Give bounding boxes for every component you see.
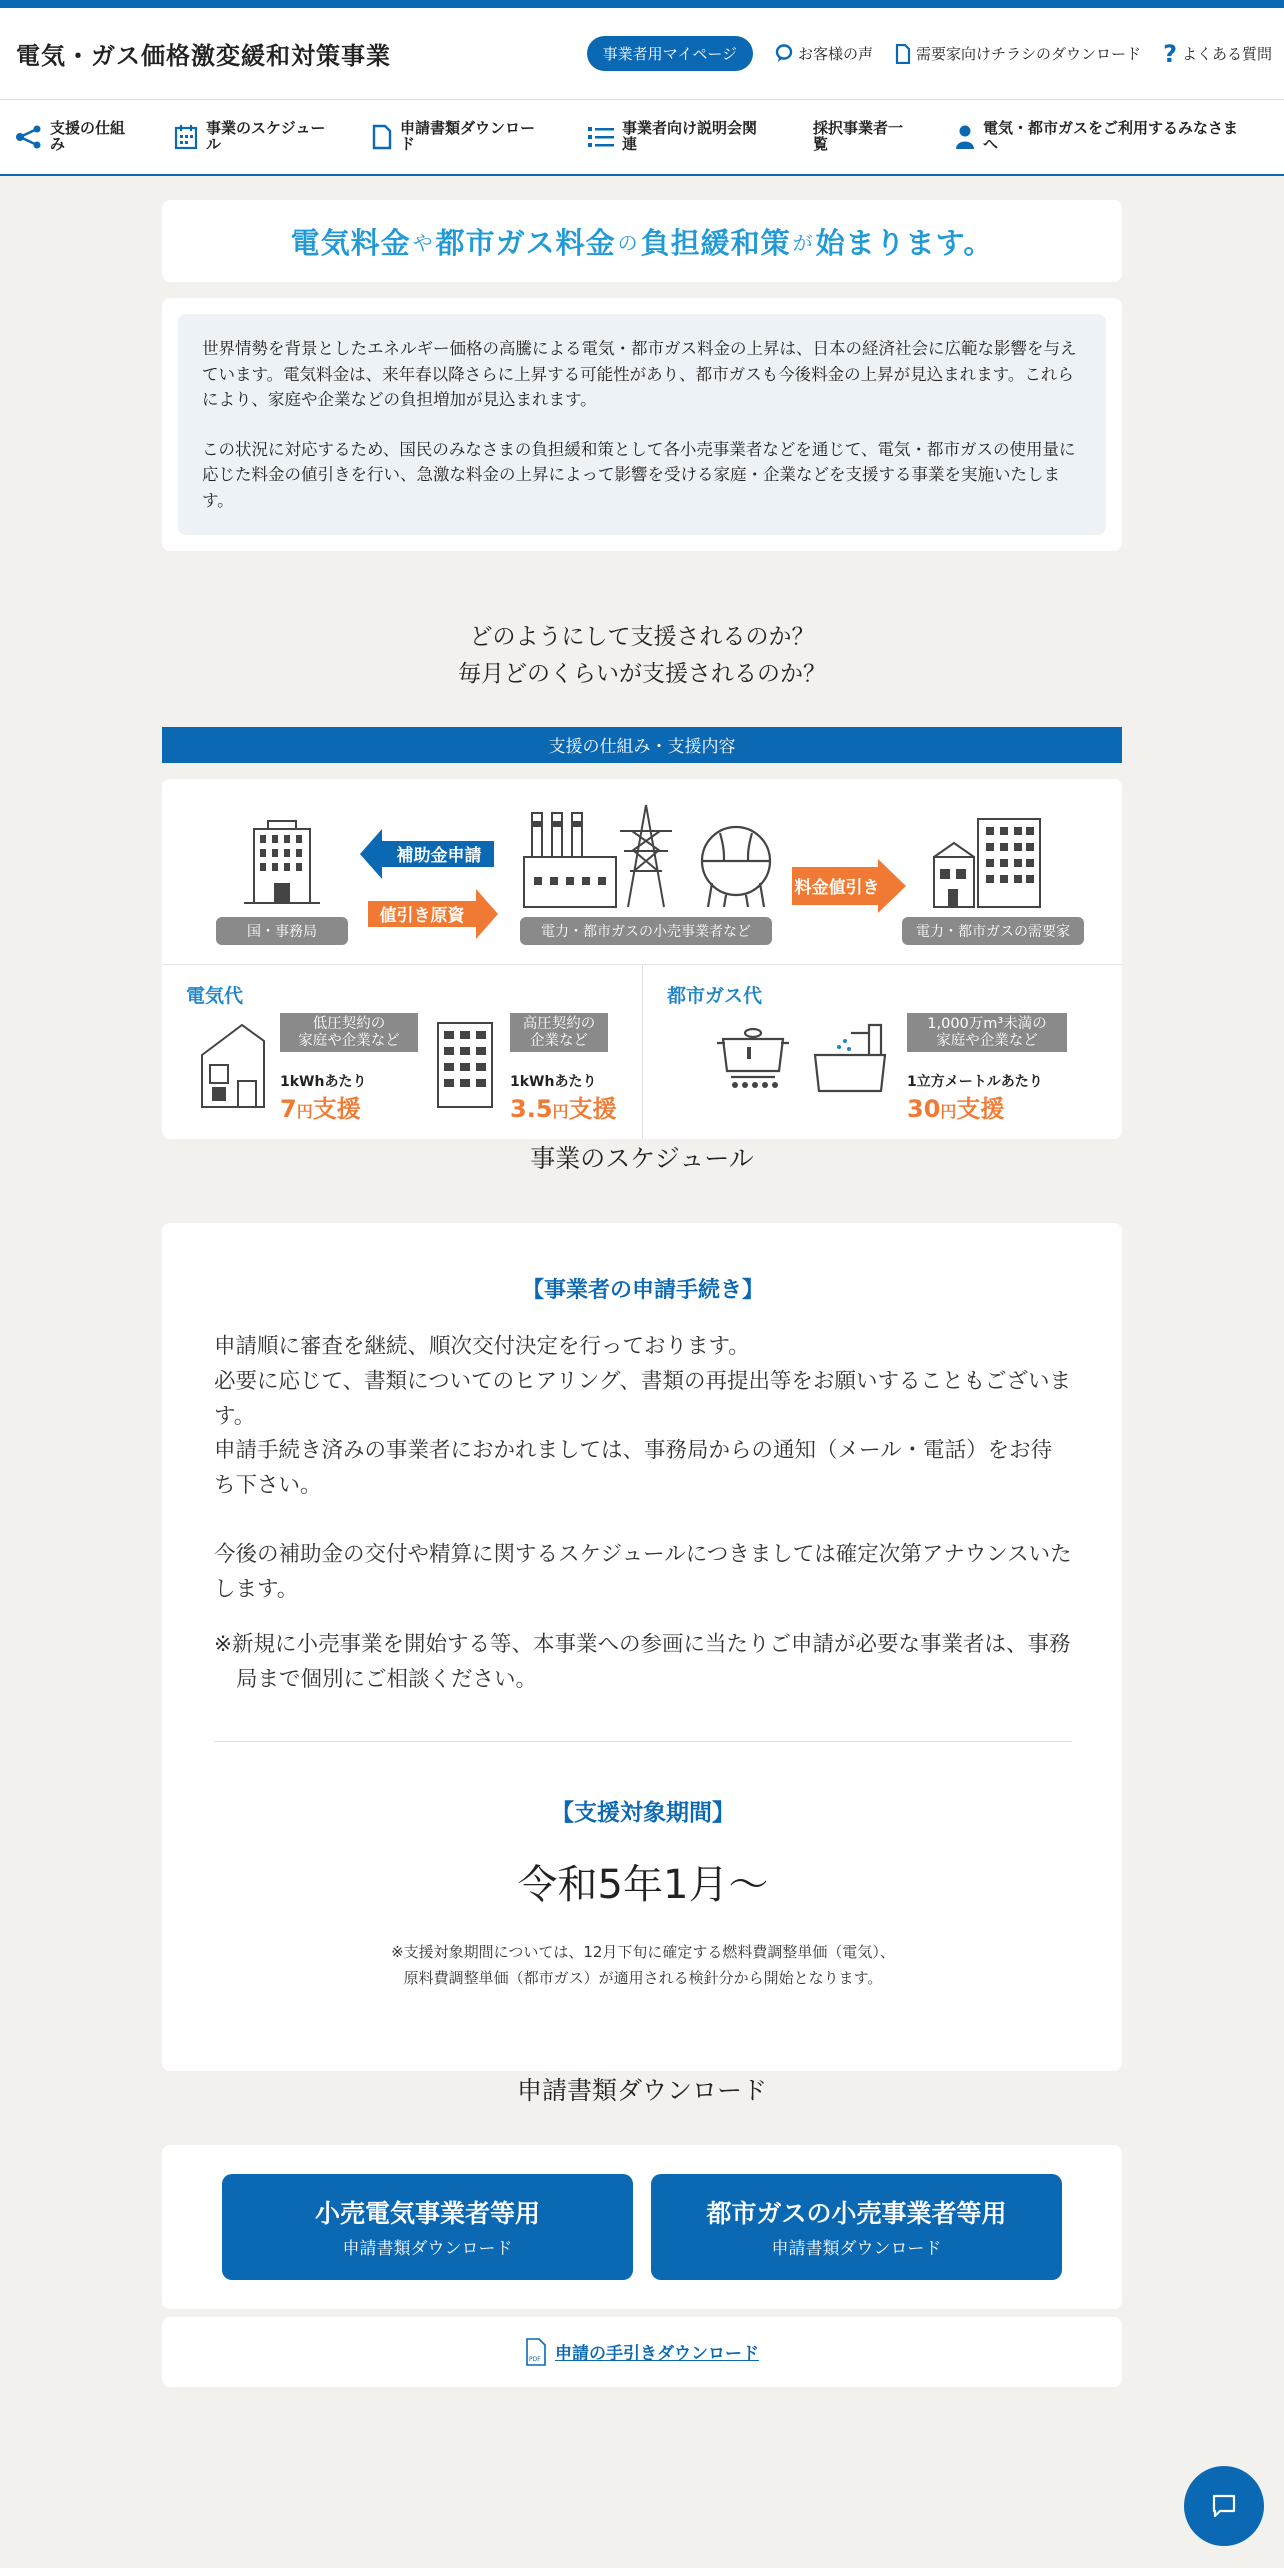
header-links	[587, 36, 1272, 71]
support-period-note	[214, 1940, 1072, 1991]
high-voltage-label	[510, 1013, 608, 1052]
gas-title: 都市ガス代	[667, 984, 763, 1007]
question-mark-icon: ?	[1163, 39, 1177, 68]
government-building-icon	[240, 819, 324, 905]
low-voltage-unit: 1kWhあたり	[280, 1073, 367, 1090]
office-building-icon	[434, 1021, 496, 1109]
chat-icon	[1211, 2493, 1237, 2519]
consumer-buildings-icon	[930, 817, 1046, 909]
intro-paragraph: この状況に対応するため、国民のみなさまの負担緩和策として各小売事業者などを通じて、電気・都市ガスの使用量に応じた料金の値引きを行い、急激な料金の上昇によって影響を受ける家庭・企業などを支援する事業を実施いたします。	[202, 439, 1076, 510]
low-voltage-label	[280, 1013, 418, 1052]
support-period-value: 令和5年1月〜	[517, 1862, 769, 1909]
scheme-flow	[162, 779, 1122, 965]
scheme-section-bar: 支援の仕組み・支援内容	[162, 727, 1122, 763]
application-procedure-heading: 【事業者の申請手続き】	[521, 1277, 764, 1303]
intro-text	[178, 314, 1106, 535]
nav-label: 支援の仕組	[50, 119, 126, 138]
customer-voice-label: お客様の声	[798, 45, 874, 63]
amount-suffix: 支援	[568, 1094, 617, 1123]
schedule-note: ※新規に小売事業を開始する等、本事業への参画に当たりご申請が必要な事業者は、事務局まで個別にご相談ください。	[214, 1631, 1071, 1692]
site-header	[0, 8, 1284, 100]
button-title: 小売電気事業者等用	[314, 2199, 540, 2229]
person-icon	[955, 124, 975, 150]
customer-voice-link[interactable]	[775, 43, 873, 64]
discount-source-label: 値引き原資	[379, 906, 465, 927]
divider	[214, 1741, 1072, 1742]
chat-button[interactable]	[1184, 2466, 1264, 2546]
schedule-line: 申請順に審査を継続、順次交付決定を行っております。	[214, 1333, 750, 1359]
share-nodes-icon	[16, 125, 42, 149]
electric-retailer-download-button[interactable]	[222, 2174, 633, 2280]
headline-banner	[162, 200, 1122, 282]
pdf-file-icon	[525, 2338, 547, 2366]
amount-yen: 円	[552, 1101, 569, 1121]
banner-part: が	[792, 230, 814, 255]
electricity-support	[162, 965, 643, 1139]
nav-label: ド	[400, 135, 416, 153]
list-icon	[588, 125, 614, 149]
government-label: 国・事務局	[216, 917, 348, 945]
nav-label: 事業のスケジュー	[206, 119, 326, 138]
banner-part: 負担緩和策	[640, 225, 791, 260]
support-question	[162, 619, 1122, 693]
nav-schedule[interactable]	[164, 121, 362, 153]
main-content	[162, 200, 1122, 2387]
nav-label: ル	[206, 135, 222, 153]
support-period-heading: 【支援対象期間】	[551, 1800, 735, 1827]
document-icon	[372, 124, 392, 150]
speech-bubble-icon	[775, 44, 793, 64]
nav-label: 申請書類ダウンロー	[400, 119, 536, 138]
nav-label: へ	[983, 135, 999, 153]
download-card	[162, 2145, 1122, 2309]
amount-yen: 円	[940, 1101, 957, 1121]
nav-label: 事業者向け説明会関	[622, 119, 758, 138]
consumers-label: 電力・都市ガスの需要家	[902, 917, 1084, 945]
gas-unit: 1立方メートルあたり	[907, 1073, 1043, 1090]
high-voltage-amount	[510, 1089, 617, 1124]
button-title: 都市ガスの小売事業者等用	[706, 2199, 1007, 2229]
nav-label: 電気・都市ガスをご利用するみなさま	[983, 119, 1239, 138]
amount-yen: 円	[296, 1101, 313, 1121]
gas-consumer-label-line: 家庭や企業など	[936, 1032, 1038, 1049]
high-voltage-label-line: 企業など	[530, 1032, 588, 1049]
house-icon	[198, 1021, 268, 1109]
guide-download-card	[162, 2317, 1122, 2387]
nav-document-download[interactable]	[362, 121, 578, 153]
banner-part: 都市ガス料金	[435, 225, 616, 260]
faq-link[interactable]	[1163, 39, 1272, 68]
question-line: 毎月どのくらいが支援されるのか？	[458, 661, 826, 688]
schedule-line: 今後の補助金の交付や精算に関するスケジュールにつきましては確定次第アナウンスいたします。	[214, 1542, 1072, 1602]
business-mypage-button[interactable]: 事業者用マイページ	[587, 36, 753, 71]
nav-label: 覧	[813, 135, 829, 153]
nav-label: 採択事業者一	[813, 119, 904, 138]
high-voltage-label-line: 高圧契約の	[522, 1015, 596, 1032]
price-discount-label: 料金値引き	[794, 878, 880, 899]
electricity-title: 電気代	[186, 984, 244, 1007]
nav-briefing[interactable]	[578, 121, 803, 153]
button-subtitle: 申請書類ダウンロード	[342, 2239, 513, 2260]
schedule-line: 申請手続き済みの事業者におかれましては、事務局からの通知（メール・電話）をお待ち下さい。	[214, 1438, 1053, 1499]
button-subtitle: 申請書類ダウンロード	[771, 2239, 942, 2260]
support-scheme-diagram	[162, 779, 1122, 1139]
spacer	[214, 1504, 1072, 1538]
gas-retailer-download-button[interactable]	[651, 2174, 1062, 2280]
amount-number: 30	[907, 1094, 941, 1123]
gas-tank-icon	[696, 823, 776, 909]
high-voltage-unit: 1kWhあたり	[510, 1073, 597, 1090]
banner-part: 始まります。	[815, 225, 994, 260]
cooking-pot-icon	[715, 1021, 791, 1091]
low-voltage-label-line: 家庭や企業など	[298, 1032, 400, 1049]
guide-download-link[interactable]: 申請の手引きダウンロード	[555, 2344, 759, 2365]
site-title[interactable]: 電気・ガス価格激変緩和対策事業	[16, 42, 391, 70]
calendar-icon	[174, 124, 198, 150]
schedule-line: 必要に応じて、書類についてのヒアリング、書類の再提出等をお願いすることもございます。	[214, 1368, 1071, 1429]
banner-part: の	[617, 230, 639, 255]
gas-consumer-label-line: 1,000万m³未満の	[927, 1015, 1047, 1032]
flyer-download-label: 需要家向けチラシのダウンロード	[916, 45, 1142, 63]
download-section-title: 申請書類ダウンロード	[516, 2075, 767, 2105]
schedule-card	[162, 1223, 1122, 2071]
bathtub-icon	[811, 1021, 889, 1095]
amount-number: 3.5	[510, 1094, 553, 1123]
schedule-body	[214, 1330, 1072, 1697]
faq-label: よくある質問	[1181, 45, 1272, 63]
power-plant-icon	[520, 801, 674, 909]
amount-suffix: 支援	[312, 1094, 361, 1123]
amount-number: 7	[280, 1094, 297, 1123]
banner-part: 電気料金	[290, 225, 411, 260]
gas-amount	[907, 1089, 1004, 1124]
subsidy-application-label: 補助金申請	[396, 846, 482, 867]
schedule-section-title: 事業のスケジュール	[530, 1143, 754, 1173]
intro-paragraph: 世界情勢を背景としたエネルギー価格の高騰による電気・都市ガス料金の上昇は、日本の経済社会に広範な影響を与えています。電気料金は、来年春以降さらに上昇する可能性があり、都市ガスも今後料金の上昇が見込まれます。これらにより、家庭や企業などの負担増加が見込まれます。	[202, 339, 1077, 410]
nav-label: み	[50, 135, 66, 153]
document-icon	[895, 44, 911, 64]
global-nav	[0, 100, 1284, 176]
gas-consumer-label	[907, 1013, 1067, 1052]
support-period-note-line: ※支援対象期間については、12月下旬に確定する燃料費調整単価（電気）、	[391, 1943, 895, 1962]
intro-card	[162, 298, 1122, 551]
retailers-label: 電力・都市ガスの小売事業者など	[520, 917, 772, 945]
top-accent-bar	[0, 0, 1284, 8]
banner-part: や	[412, 230, 434, 255]
amount-suffix: 支援	[956, 1094, 1005, 1123]
low-voltage-label-line: 低圧契約の	[312, 1015, 386, 1032]
nav-support-scheme[interactable]	[6, 121, 164, 153]
flyer-download-link[interactable]	[895, 43, 1141, 64]
gas-support	[643, 965, 1122, 1139]
nav-adopted-list[interactable]	[803, 121, 945, 153]
support-period-note-line: 原料費調整単価（都市ガス）が適用される検針分から開始となります。	[403, 1968, 883, 1987]
low-voltage-amount	[280, 1089, 361, 1124]
question-line: どのようにして支援されるのか？	[469, 624, 815, 651]
nav-label: 連	[622, 135, 638, 153]
nav-for-users[interactable]	[945, 121, 1265, 153]
pdf-icon-text: PDF	[529, 2355, 541, 2363]
